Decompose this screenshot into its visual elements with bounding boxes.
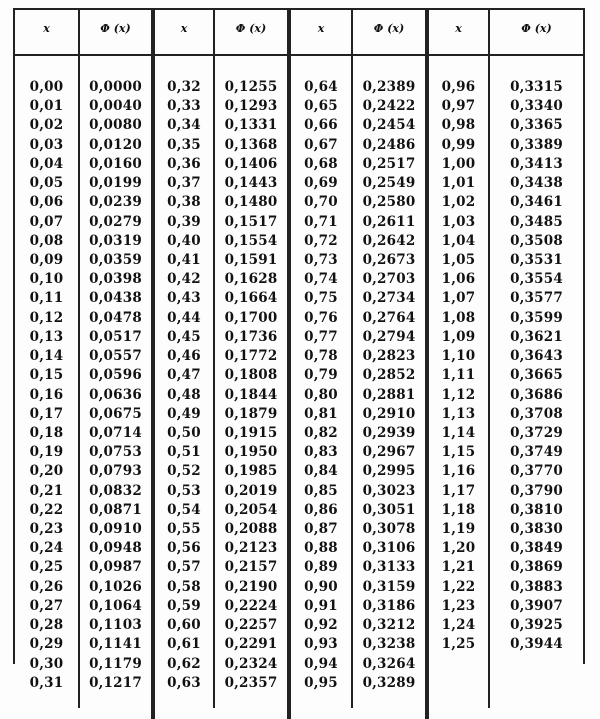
x-value-cell: 0,05 bbox=[29, 175, 64, 192]
phi-value-cell: 0,1293 bbox=[224, 98, 278, 115]
phi-value-cell: 0,0120 bbox=[89, 136, 142, 153]
x-value-cell: 0,06 bbox=[29, 194, 64, 211]
phi-value-cell: 0,0199 bbox=[89, 175, 142, 192]
phi-value-cell: 0,2389 bbox=[362, 79, 416, 95]
x-value-cell: 0,95 bbox=[304, 674, 338, 691]
phi-column-1 bbox=[80, 78, 151, 693]
phi-value-cell: 0,3389 bbox=[510, 136, 563, 153]
x-value-cell: 0,54 bbox=[167, 501, 201, 518]
phi-value-cell: 0,0279 bbox=[89, 213, 142, 230]
x-value-cell: 0,93 bbox=[304, 636, 338, 653]
x-value-cell: 0,61 bbox=[167, 636, 201, 653]
x-value-cell: 0,89 bbox=[304, 559, 338, 576]
phi-value-cell: 0,0793 bbox=[89, 463, 142, 480]
x-value-cell: 0,25 bbox=[29, 559, 64, 576]
header-phi: Φ (x) bbox=[373, 22, 405, 35]
phi-value-cell: 0,3508 bbox=[510, 232, 563, 249]
phi-value-cell: 0,2967 bbox=[362, 444, 416, 461]
phi-value-cell: 0,1026 bbox=[89, 578, 142, 595]
x-value-cell: 0,66 bbox=[304, 117, 338, 134]
x-value-cell: 0,85 bbox=[304, 482, 338, 499]
phi-value-cell: 0,0160 bbox=[89, 155, 142, 172]
phi-value-cell: 0,2642 bbox=[362, 232, 416, 249]
phi-value-cell: 0,0517 bbox=[89, 328, 142, 345]
x-value-cell: 0,60 bbox=[167, 617, 201, 634]
phi-value-cell: 0,2054 bbox=[224, 501, 278, 518]
phi-value-cell: 0,3944 bbox=[510, 636, 563, 653]
phi-value-cell: 0,3461 bbox=[510, 194, 563, 211]
phi-value-cell: 0,0714 bbox=[89, 424, 142, 441]
phi-value-cell: 0,3186 bbox=[362, 597, 416, 614]
x-value-cell: 0,18 bbox=[29, 424, 64, 441]
header-x: x bbox=[43, 22, 50, 35]
phi-value-cell: 0,2517 bbox=[362, 155, 416, 172]
phi-value-cell: 0,2881 bbox=[362, 386, 416, 403]
x-value-cell: 1,08 bbox=[441, 309, 476, 326]
phi-value-cell: 0,2454 bbox=[362, 117, 416, 134]
x-value-cell: 0,07 bbox=[29, 213, 64, 230]
x-value-cell: 0,55 bbox=[167, 521, 201, 538]
x-value-cell: 0,53 bbox=[167, 482, 201, 499]
x-value-cell: 0,30 bbox=[29, 655, 64, 672]
x-value-cell: 0,94 bbox=[304, 655, 338, 672]
phi-value-cell: 0,3554 bbox=[510, 271, 563, 288]
phi-value-cell: 0,2224 bbox=[224, 597, 278, 614]
x-value-cell: 0,33 bbox=[167, 98, 201, 115]
phi-value-cell: 0,0832 bbox=[89, 482, 142, 499]
x-value-cell: 0,48 bbox=[167, 386, 201, 403]
phi-value-cell: 0,1064 bbox=[89, 597, 142, 614]
x-value-cell: 0,65 bbox=[304, 98, 338, 115]
x-value-cell: 1,10 bbox=[441, 348, 476, 365]
phi-column-2 bbox=[215, 78, 287, 693]
phi-value-cell: 0,1591 bbox=[224, 251, 278, 268]
x-value-cell: 0,01 bbox=[29, 98, 64, 115]
phi-value-cell: 0,3289 bbox=[362, 674, 416, 691]
phi-value-cell: 0,2157 bbox=[224, 559, 278, 576]
phi-value-cell: 0,1628 bbox=[224, 271, 278, 288]
phi-value-cell: 0,0000 bbox=[89, 79, 142, 95]
x-column-2 bbox=[155, 78, 213, 693]
phi-value-cell: 0,3790 bbox=[510, 482, 563, 499]
phi-column-4 bbox=[490, 78, 583, 655]
phi-value-cell: 0,1736 bbox=[224, 328, 278, 345]
x-value-cell: 0,42 bbox=[167, 271, 201, 288]
x-value-cell: 0,41 bbox=[167, 251, 201, 268]
x-value-cell: 1,19 bbox=[441, 521, 476, 538]
x-value-cell: 0,50 bbox=[167, 424, 201, 441]
phi-value-cell: 0,3106 bbox=[362, 540, 416, 557]
x-value-cell: 1,06 bbox=[441, 271, 476, 288]
phi-value-cell: 0,2123 bbox=[224, 540, 278, 557]
x-value-cell: 0,98 bbox=[441, 117, 476, 134]
phi-value-cell: 0,2611 bbox=[362, 213, 416, 230]
x-value-cell: 0,29 bbox=[29, 636, 64, 653]
phi-value-cell: 0,3264 bbox=[362, 655, 416, 672]
x-value-cell: 0,67 bbox=[304, 136, 338, 153]
phi-value-cell: 0,3810 bbox=[510, 501, 563, 518]
phi-value-cell: 0,1480 bbox=[224, 194, 278, 211]
header-x: x bbox=[455, 22, 462, 35]
phi-value-cell: 0,2088 bbox=[224, 521, 278, 538]
x-value-cell: 0,22 bbox=[29, 501, 64, 518]
phi-value-cell: 0,0319 bbox=[89, 232, 142, 249]
x-value-cell: 0,69 bbox=[304, 175, 338, 192]
header-x: x bbox=[180, 22, 188, 35]
x-value-cell: 1,14 bbox=[441, 424, 476, 441]
x-value-cell: 0,34 bbox=[167, 117, 201, 134]
phi-value-cell: 0,3340 bbox=[510, 98, 563, 115]
phi-value-cell: 0,2939 bbox=[362, 424, 416, 441]
phi-value-cell: 0,1255 bbox=[224, 79, 278, 95]
x-value-cell: 0,00 bbox=[29, 79, 64, 95]
phi-value-cell: 0,3315 bbox=[510, 79, 563, 95]
x-value-cell: 1,01 bbox=[441, 175, 476, 192]
phi-value-cell: 0,1915 bbox=[224, 424, 278, 441]
x-value-cell: 0,19 bbox=[29, 444, 64, 461]
x-value-cell: 0,21 bbox=[29, 482, 64, 499]
x-value-cell: 1,09 bbox=[441, 328, 476, 345]
x-value-cell: 0,47 bbox=[167, 367, 201, 384]
phi-value-cell: 0,1700 bbox=[224, 309, 278, 326]
phi-value-cell: 0,0636 bbox=[89, 386, 142, 403]
x-value-cell: 1,05 bbox=[441, 251, 476, 268]
x-value-cell: 0,62 bbox=[167, 655, 201, 672]
x-value-cell: 0,08 bbox=[29, 232, 64, 249]
phi-value-cell: 0,3830 bbox=[510, 521, 563, 538]
x-value-cell: 0,71 bbox=[304, 213, 338, 230]
x-value-cell: 1,11 bbox=[441, 367, 476, 384]
phi-value-cell: 0,2995 bbox=[362, 463, 416, 480]
phi-value-cell: 0,2703 bbox=[362, 271, 416, 288]
phi-value-cell: 0,1844 bbox=[224, 386, 278, 403]
x-value-cell: 0,92 bbox=[304, 617, 338, 634]
x-value-cell: 1,15 bbox=[441, 444, 476, 461]
phi-value-cell: 0,0596 bbox=[89, 367, 142, 384]
phi-value-cell: 0,2794 bbox=[362, 328, 416, 345]
x-value-cell: 0,40 bbox=[167, 232, 201, 249]
phi-value-cell: 0,0871 bbox=[89, 501, 142, 518]
phi-value-cell: 0,3643 bbox=[510, 348, 563, 365]
phi-value-cell: 0,1103 bbox=[89, 617, 142, 634]
phi-value-cell: 0,2019 bbox=[224, 482, 278, 499]
x-value-cell: 0,45 bbox=[167, 328, 201, 345]
x-value-cell: 0,15 bbox=[29, 367, 64, 384]
phi-value-cell: 0,2324 bbox=[224, 655, 278, 672]
x-value-cell: 0,84 bbox=[304, 463, 338, 480]
x-value-cell: 0,79 bbox=[304, 367, 338, 384]
phi-column-3 bbox=[353, 78, 425, 693]
phi-value-cell: 0,3907 bbox=[510, 597, 563, 614]
phi-value-cell: 0,2190 bbox=[224, 578, 278, 595]
x-value-cell: 0,82 bbox=[304, 424, 338, 441]
x-value-cell: 0,90 bbox=[304, 578, 338, 595]
phi-value-cell: 0,3133 bbox=[362, 559, 416, 576]
x-value-cell: 0,56 bbox=[167, 540, 201, 557]
phi-value-cell: 0,1664 bbox=[224, 290, 278, 307]
x-value-cell: 0,87 bbox=[304, 521, 338, 538]
x-value-cell: 0,57 bbox=[167, 559, 201, 576]
phi-value-cell: 0,3238 bbox=[362, 636, 416, 653]
x-value-cell: 0,78 bbox=[304, 348, 338, 365]
x-value-cell: 0,02 bbox=[29, 117, 64, 134]
phi-value-cell: 0,3531 bbox=[510, 251, 563, 268]
phi-value-cell: 0,1443 bbox=[224, 175, 278, 192]
x-value-cell: 0,31 bbox=[29, 674, 64, 691]
x-value-cell: 0,35 bbox=[167, 136, 201, 153]
x-value-cell: 1,00 bbox=[441, 155, 476, 172]
x-value-cell: 0,23 bbox=[29, 521, 64, 538]
phi-value-cell: 0,2734 bbox=[362, 290, 416, 307]
phi-value-cell: 0,0359 bbox=[89, 251, 142, 268]
phi-value-cell: 0,0398 bbox=[89, 271, 142, 288]
x-value-cell: 0,96 bbox=[441, 79, 476, 95]
phi-value-cell: 0,3770 bbox=[510, 463, 563, 480]
x-value-cell: 1,22 bbox=[441, 578, 476, 595]
phi-value-cell: 0,1950 bbox=[224, 444, 278, 461]
x-value-cell: 1,20 bbox=[441, 540, 476, 557]
phi-value-cell: 0,3023 bbox=[362, 482, 416, 499]
phi-value-cell: 0,2764 bbox=[362, 309, 416, 326]
phi-value-cell: 0,2257 bbox=[224, 617, 278, 634]
header-bottom-rule bbox=[13, 54, 585, 56]
x-value-cell: 0,43 bbox=[167, 290, 201, 307]
x-value-cell: 0,74 bbox=[304, 271, 338, 288]
phi-value-cell: 0,1217 bbox=[89, 674, 142, 691]
phi-value-cell: 0,2422 bbox=[362, 98, 416, 115]
x-value-cell: 1,12 bbox=[441, 386, 476, 403]
x-value-cell: 0,28 bbox=[29, 617, 64, 634]
phi-value-cell: 0,3159 bbox=[362, 578, 416, 595]
x-column-3 bbox=[291, 78, 351, 693]
phi-value-cell: 0,3078 bbox=[362, 521, 416, 538]
x-value-cell: 0,75 bbox=[304, 290, 338, 307]
x-value-cell: 0,97 bbox=[441, 98, 476, 115]
phi-value-cell: 0,2580 bbox=[362, 194, 416, 211]
x-value-cell: 0,12 bbox=[29, 309, 64, 326]
x-value-cell: 0,86 bbox=[304, 501, 338, 518]
x-value-cell: 0,72 bbox=[304, 232, 338, 249]
header-phi: Φ (x) bbox=[100, 22, 131, 35]
phi-value-cell: 0,3749 bbox=[510, 444, 563, 461]
phi-value-cell: 0,0438 bbox=[89, 290, 142, 307]
x-value-cell: 0,36 bbox=[167, 155, 201, 172]
x-value-cell: 0,88 bbox=[304, 540, 338, 557]
phi-value-cell: 0,1179 bbox=[89, 655, 142, 672]
phi-value-cell: 0,2357 bbox=[224, 674, 278, 691]
x-value-cell: 0,09 bbox=[29, 251, 64, 268]
phi-value-cell: 0,0239 bbox=[89, 194, 142, 211]
phi-value-cell: 0,3051 bbox=[362, 501, 416, 518]
x-value-cell: 0,17 bbox=[29, 405, 64, 422]
phi-value-cell: 0,0040 bbox=[89, 98, 142, 115]
x-column-4 bbox=[429, 78, 488, 655]
x-value-cell: 1,16 bbox=[441, 463, 476, 480]
phi-value-cell: 0,3869 bbox=[510, 559, 563, 576]
phi-value-cell: 0,0080 bbox=[89, 117, 142, 134]
x-value-cell: 0,77 bbox=[304, 328, 338, 345]
phi-value-cell: 0,2910 bbox=[362, 405, 416, 422]
x-column-1 bbox=[15, 78, 78, 693]
x-value-cell: 0,59 bbox=[167, 597, 201, 614]
phi-value-cell: 0,1772 bbox=[224, 348, 278, 365]
x-value-cell: 0,99 bbox=[441, 136, 476, 153]
phi-value-cell: 0,0753 bbox=[89, 444, 142, 461]
x-value-cell: 0,49 bbox=[167, 405, 201, 422]
phi-value-cell: 0,1141 bbox=[89, 636, 142, 653]
x-value-cell: 1,24 bbox=[441, 617, 476, 634]
x-value-cell: 0,83 bbox=[304, 444, 338, 461]
phi-value-cell: 0,1406 bbox=[224, 155, 278, 172]
x-value-cell: 0,13 bbox=[29, 328, 64, 345]
x-value-cell: 0,46 bbox=[167, 348, 201, 365]
phi-value-cell: 0,3438 bbox=[510, 175, 563, 192]
header-phi: Φ (x) bbox=[235, 22, 267, 35]
x-value-cell: 1,13 bbox=[441, 405, 476, 422]
phi-value-cell: 0,3729 bbox=[510, 424, 563, 441]
phi-value-cell: 0,2823 bbox=[362, 348, 416, 365]
phi-value-cell: 0,0948 bbox=[89, 540, 142, 557]
x-value-cell: 1,21 bbox=[441, 559, 476, 576]
x-value-cell: 0,76 bbox=[304, 309, 338, 326]
x-value-cell: 0,63 bbox=[167, 674, 201, 691]
phi-value-cell: 0,3849 bbox=[510, 540, 563, 557]
phi-value-cell: 0,3708 bbox=[510, 405, 563, 422]
x-value-cell: 0,37 bbox=[167, 175, 201, 192]
phi-value-cell: 0,3925 bbox=[510, 617, 563, 634]
x-value-cell: 0,70 bbox=[304, 194, 338, 211]
x-value-cell: 0,03 bbox=[29, 136, 64, 153]
x-value-cell: 0,64 bbox=[304, 79, 338, 95]
header-phi: Φ (x) bbox=[521, 22, 552, 35]
x-value-cell: 1,07 bbox=[441, 290, 476, 307]
x-value-cell: 0,38 bbox=[167, 194, 201, 211]
phi-value-cell: 0,2852 bbox=[362, 367, 416, 384]
x-value-cell: 0,81 bbox=[304, 405, 338, 422]
phi-value-cell: 0,1808 bbox=[224, 367, 278, 384]
phi-value-cell: 0,0557 bbox=[89, 348, 142, 365]
x-value-cell: 0,51 bbox=[167, 444, 201, 461]
x-value-cell: 1,04 bbox=[441, 232, 476, 249]
phi-value-cell: 0,3413 bbox=[510, 155, 563, 172]
x-value-cell: 0,58 bbox=[167, 578, 201, 595]
phi-value-cell: 0,0478 bbox=[89, 309, 142, 326]
x-value-cell: 0,04 bbox=[29, 155, 64, 172]
phi-value-cell: 0,3665 bbox=[510, 367, 563, 384]
phi-value-cell: 0,1554 bbox=[224, 232, 278, 249]
phi-value-cell: 0,2673 bbox=[362, 251, 416, 268]
phi-value-cell: 0,1517 bbox=[224, 213, 278, 230]
x-value-cell: 0,52 bbox=[167, 463, 201, 480]
x-value-cell: 0,24 bbox=[29, 540, 64, 557]
x-value-cell: 1,25 bbox=[441, 636, 476, 653]
x-value-cell: 0,26 bbox=[29, 578, 64, 595]
x-value-cell: 0,44 bbox=[167, 309, 201, 326]
phi-value-cell: 0,0910 bbox=[89, 521, 142, 538]
x-value-cell: 1,23 bbox=[441, 597, 476, 614]
phi-value-cell: 0,1331 bbox=[224, 117, 278, 134]
x-value-cell: 0,20 bbox=[29, 463, 64, 480]
phi-value-cell: 0,3621 bbox=[510, 328, 563, 345]
phi-value-cell: 0,3212 bbox=[362, 617, 416, 634]
phi-value-cell: 0,0987 bbox=[89, 559, 142, 576]
x-value-cell: 0,32 bbox=[167, 79, 201, 95]
x-value-cell: 1,03 bbox=[441, 213, 476, 230]
phi-value-cell: 0,2549 bbox=[362, 175, 416, 192]
x-value-cell: 0,10 bbox=[29, 271, 64, 288]
x-value-cell: 0,14 bbox=[29, 348, 64, 365]
x-value-cell: 1,18 bbox=[441, 501, 476, 518]
phi-value-cell: 0,3365 bbox=[510, 117, 563, 134]
x-value-cell: 0,39 bbox=[167, 213, 201, 230]
phi-value-cell: 0,2486 bbox=[362, 136, 416, 153]
x-value-cell: 0,11 bbox=[29, 290, 64, 307]
phi-value-cell: 0,3686 bbox=[510, 386, 563, 403]
phi-value-cell: 0,1879 bbox=[224, 405, 278, 422]
phi-value-cell: 0,2291 bbox=[224, 636, 278, 653]
phi-value-cell: 0,0675 bbox=[89, 405, 142, 422]
x-value-cell: 1,17 bbox=[441, 482, 476, 499]
header-x: x bbox=[317, 22, 325, 35]
phi-value-cell: 0,1985 bbox=[224, 463, 278, 480]
phi-value-cell: 0,3577 bbox=[510, 290, 563, 307]
x-value-cell: 0,27 bbox=[29, 597, 64, 614]
x-value-cell: 0,16 bbox=[29, 386, 64, 403]
table-top-rule bbox=[13, 8, 585, 10]
x-value-cell: 1,02 bbox=[441, 194, 476, 211]
phi-value-cell: 0,3883 bbox=[510, 578, 563, 595]
phi-value-cell: 0,3485 bbox=[510, 213, 563, 230]
x-value-cell: 0,80 bbox=[304, 386, 338, 403]
x-value-cell: 0,73 bbox=[304, 251, 338, 268]
phi-value-cell: 0,1368 bbox=[224, 136, 278, 153]
column-rule bbox=[583, 8, 585, 664]
phi-value-cell: 0,3599 bbox=[510, 309, 563, 326]
x-value-cell: 0,91 bbox=[304, 597, 338, 614]
x-value-cell: 0,68 bbox=[304, 155, 338, 172]
